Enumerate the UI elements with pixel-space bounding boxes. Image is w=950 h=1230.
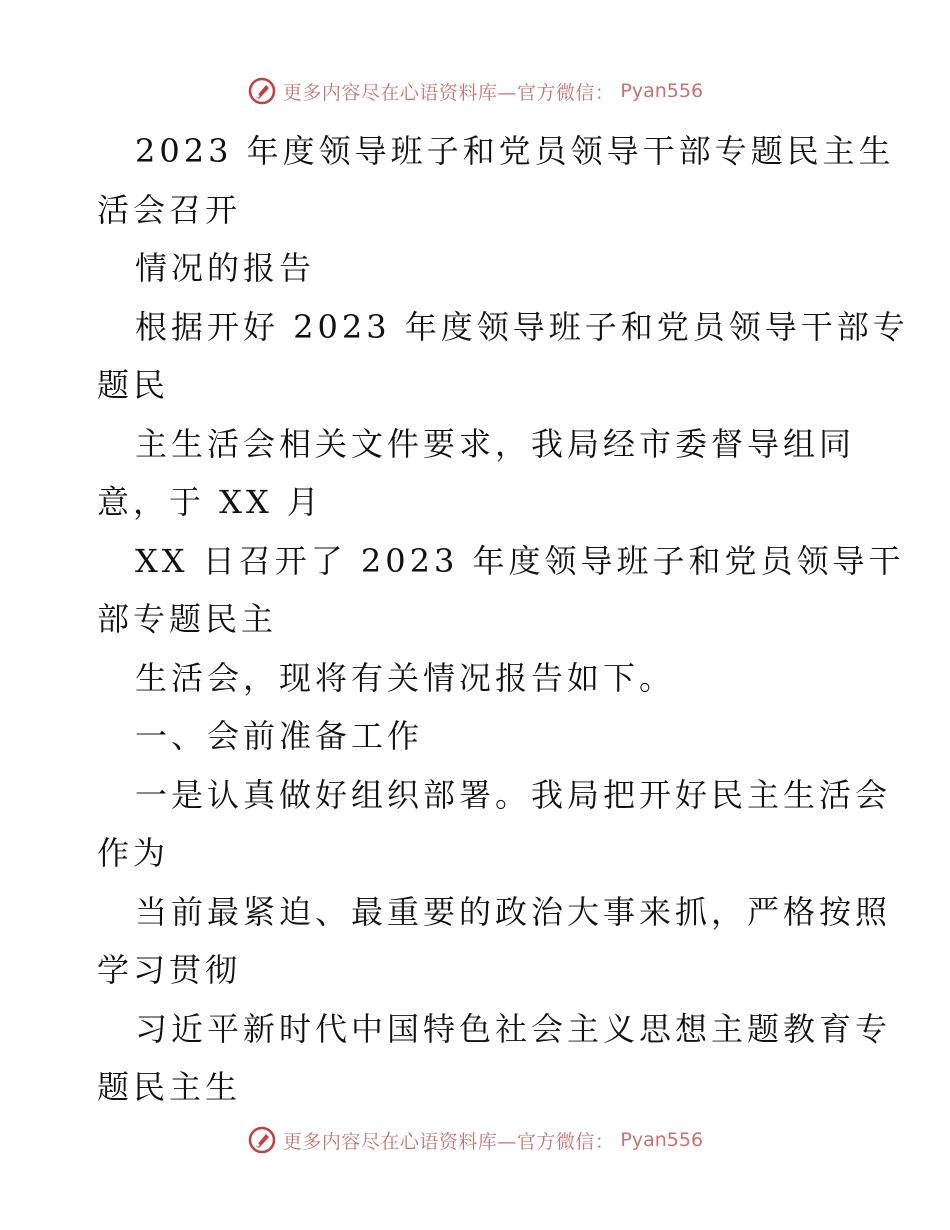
watermark-header — [0, 71, 950, 111]
document-line: 情况的报告 — [135, 249, 316, 287]
document-line: 题民 — [97, 366, 170, 404]
watermark-wechat-id: Pyan556 — [620, 80, 704, 102]
document-line: 一、会前准备工作 — [135, 717, 424, 755]
document-line: 2023 年度领导班子和党员领导干部专题民主生 — [135, 132, 895, 170]
document-line: 主生活会相关文件要求，我局经市委督导组同 — [135, 424, 856, 463]
document-line: XX 日召开了 2023 年度领导班子和党员领导干 — [135, 541, 905, 580]
watermark-text: 更多内容尽在心语资料库—官方微信： — [282, 81, 615, 104]
watermark-wechat-id: Pyan556 — [620, 1129, 704, 1151]
document-line: 一是认真做好组织部署。我局把开好民主生活会 — [135, 775, 892, 814]
document-line: 活会召开 — [97, 190, 242, 229]
document-line: 学习贯彻 — [97, 951, 242, 989]
document-line: 习近平新时代中国特色社会主义思想主题教育专 — [135, 1009, 892, 1048]
document-body — [97, 122, 909, 1117]
pen-nib-circle-icon — [247, 1125, 277, 1155]
document-line: 部专题民主 — [97, 600, 278, 638]
document-line: 意，于 XX 月 — [97, 483, 323, 521]
document-line: 生活会，现将有关情况报告如下。 — [135, 658, 676, 697]
document-line: 作为 — [97, 834, 170, 872]
watermark-footer — [0, 1120, 950, 1160]
document-line: 根据开好 2023 年度领导班子和党员领导干部专 — [135, 307, 909, 346]
pen-nib-circle-icon — [247, 76, 277, 106]
document-line: 当前最紧迫、最重要的政治大事来抓，严格按照 — [135, 892, 892, 931]
document-line: 题民主生 — [97, 1068, 242, 1106]
watermark-text: 更多内容尽在心语资料库—官方微信： — [282, 1130, 615, 1153]
